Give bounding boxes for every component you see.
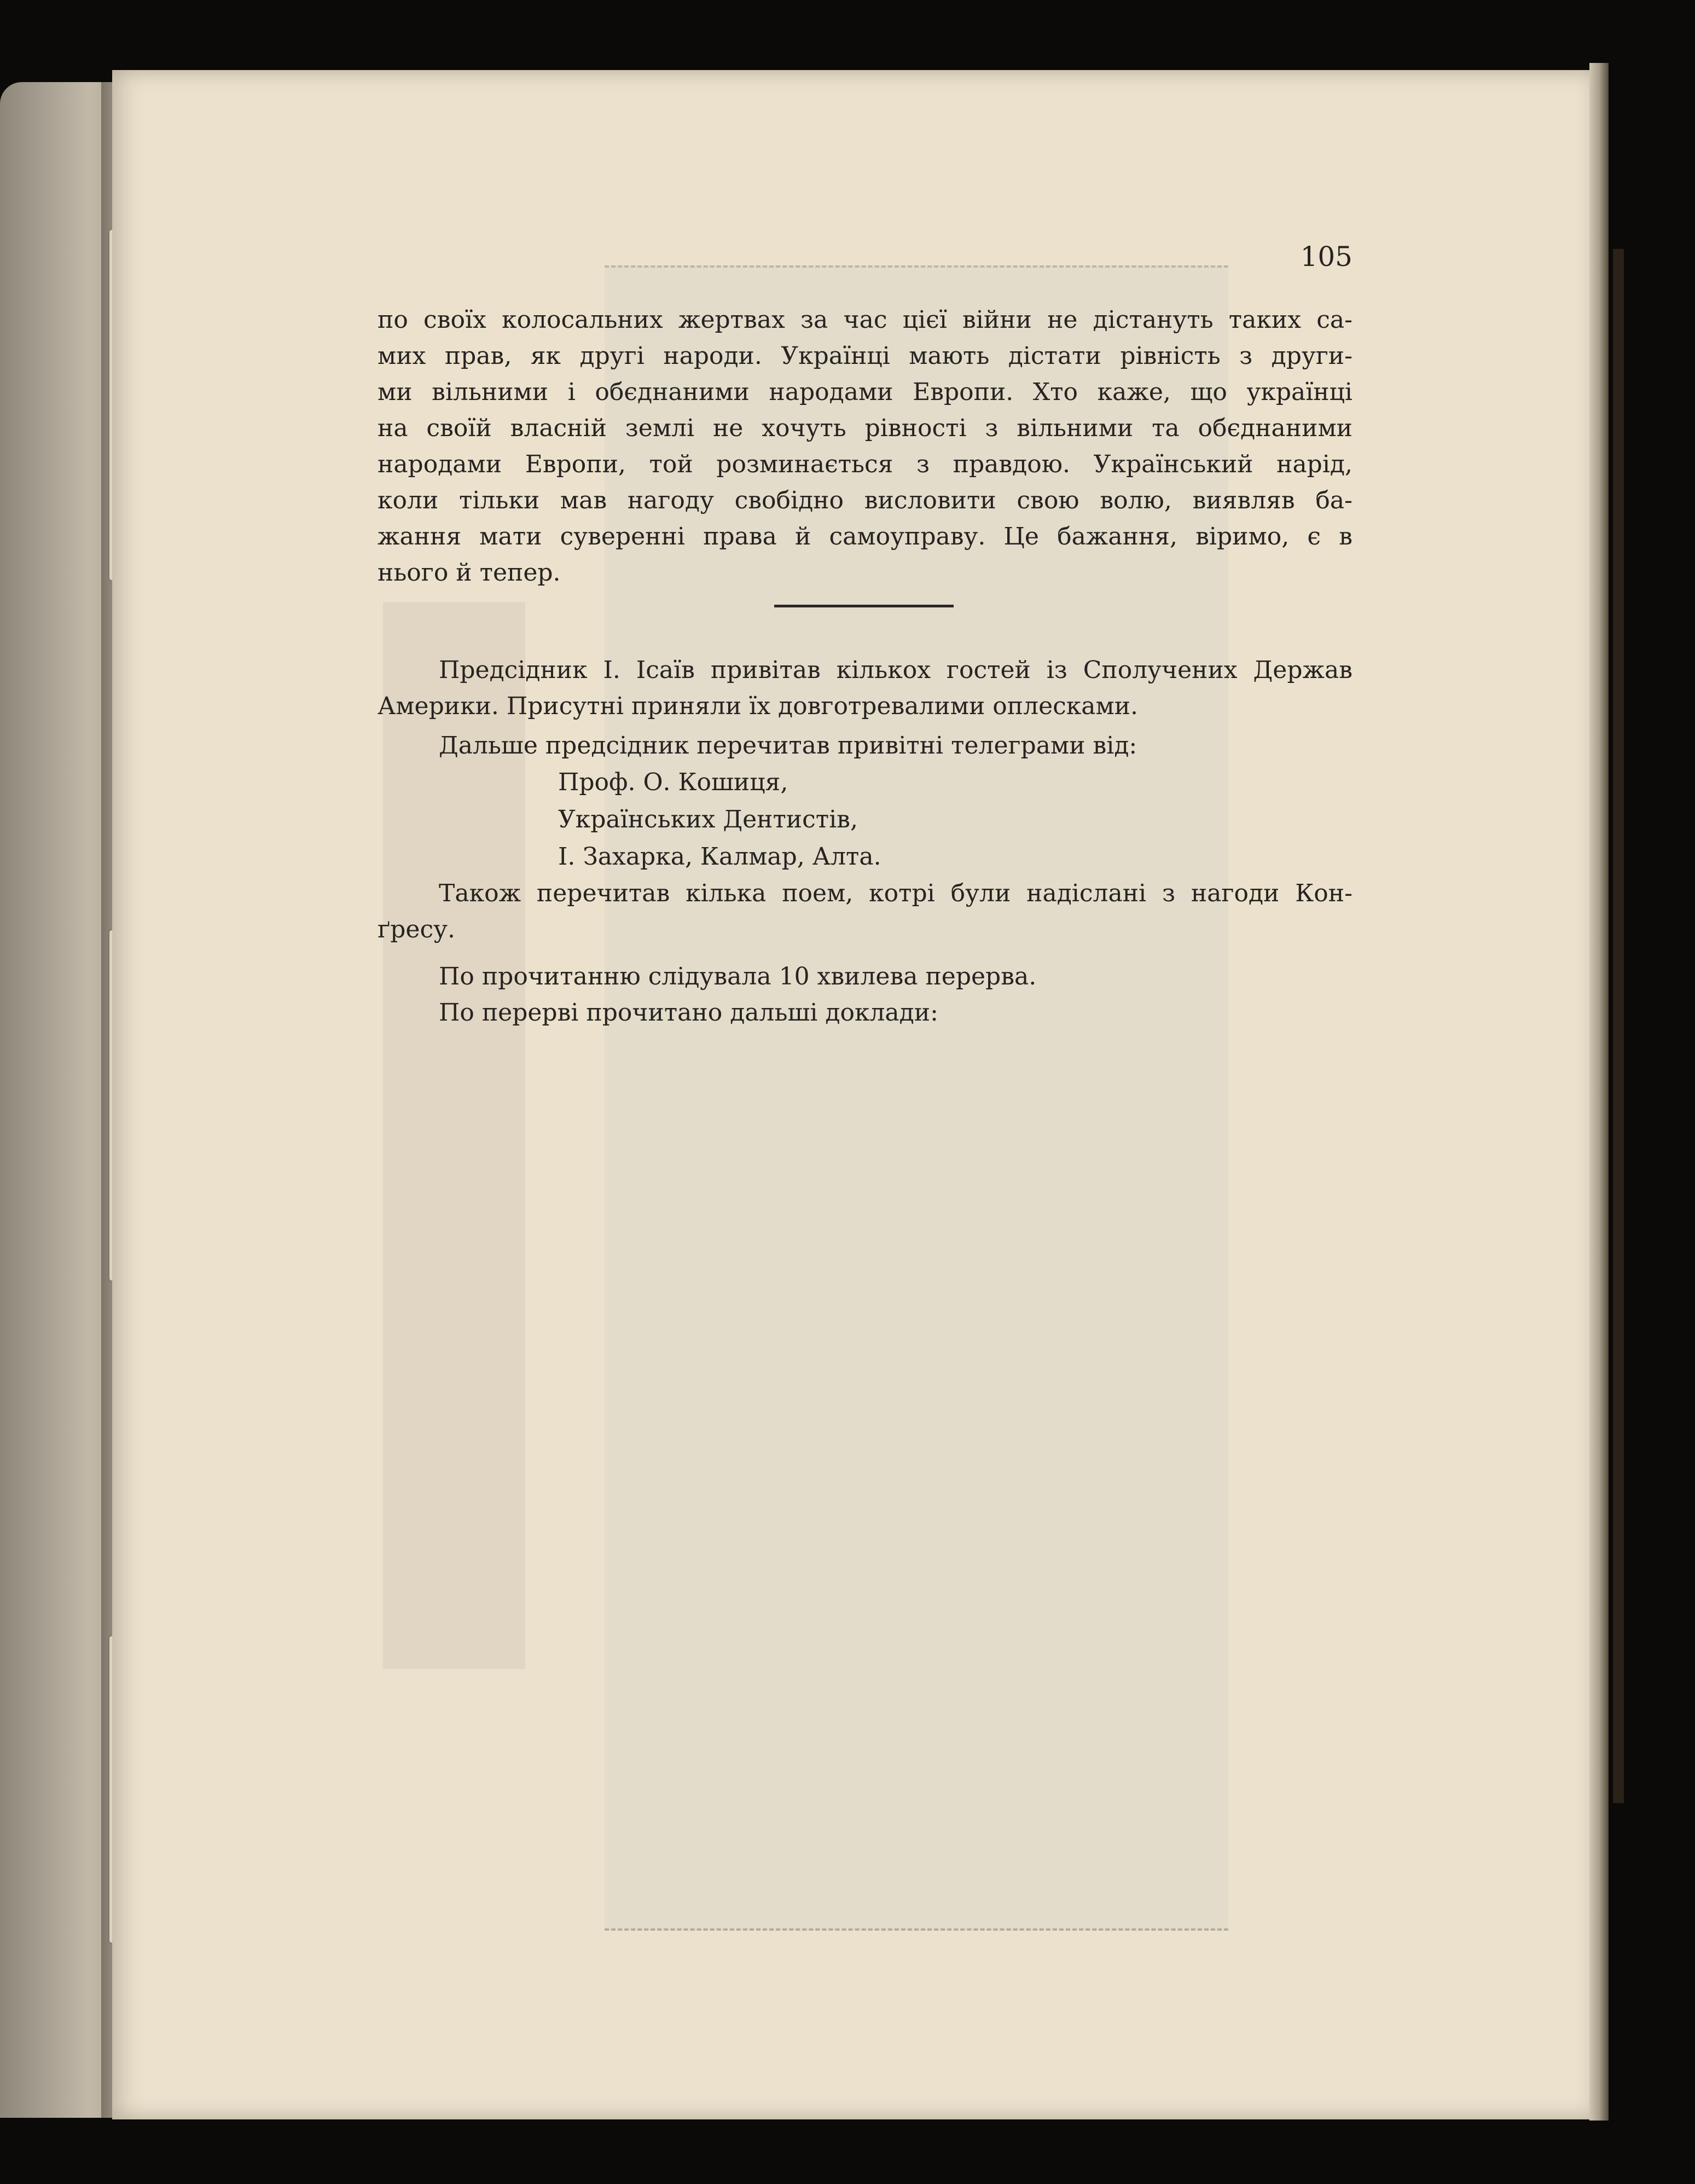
section-divider bbox=[774, 605, 954, 607]
text-line: нього й тепер. bbox=[378, 559, 561, 587]
chairman-paragraph bbox=[378, 652, 1352, 725]
text-line: коли тільки мав нагоду свобідно висловити свою волю, виявляв ба- bbox=[378, 486, 1352, 514]
text-line: Америки. Присутні приняли їх довготревалими оплесками. bbox=[378, 692, 1139, 720]
text-line: Предсідник І. Ісаїв привітав кількох гостей із Сполучених Держав bbox=[439, 656, 1352, 684]
telegram-sender: Проф. О. Кошиця, bbox=[558, 768, 788, 796]
page-number: 105 bbox=[1300, 241, 1352, 273]
facing-page-edge bbox=[0, 82, 112, 2118]
text-line: по своїх колосальних жертвах за час цієї війни не дістануть таких са- bbox=[378, 306, 1352, 334]
speech-paragraph bbox=[378, 302, 1352, 591]
poems-paragraph bbox=[378, 876, 1352, 948]
cover-edge bbox=[1613, 249, 1624, 1803]
break-paragraph bbox=[378, 959, 1352, 1031]
text-line: ґресу. bbox=[378, 916, 455, 943]
telegrams-section bbox=[378, 728, 1352, 876]
telegrams-intro: Дальше предсідник перечитав привітні телеграми від: bbox=[439, 732, 1137, 760]
text-line: По перерві прочитано дальші доклади: bbox=[439, 999, 938, 1027]
text-line: народами Европи, той розминається з правдою. Український нарід, bbox=[378, 450, 1352, 478]
text-line: ми вільними і обєднаними народами Европи. Хто каже, що українці bbox=[378, 378, 1352, 406]
page-right-edge bbox=[1589, 63, 1609, 2121]
text-line: мих прав, як другі народи. Українці мають дістати рівність з други- bbox=[378, 342, 1352, 370]
text-line: Також перечитав кілька поем, котрі були надіслані з нагоди Кон- bbox=[439, 879, 1352, 907]
text-line: По прочитанню слідувала 10 хвилева перерва. bbox=[439, 963, 1037, 990]
telegram-sender: Українських Дентистів, bbox=[558, 806, 858, 833]
telegram-sender: І. Захарка, Калмар, Алта. bbox=[558, 843, 881, 871]
text-line: жання мати суверенні права й самоуправу. Це бажання, віримо, є в bbox=[378, 523, 1352, 551]
text-line: на своїй власній землі не хочуть рівності з вільними та обєднаними bbox=[378, 414, 1352, 442]
